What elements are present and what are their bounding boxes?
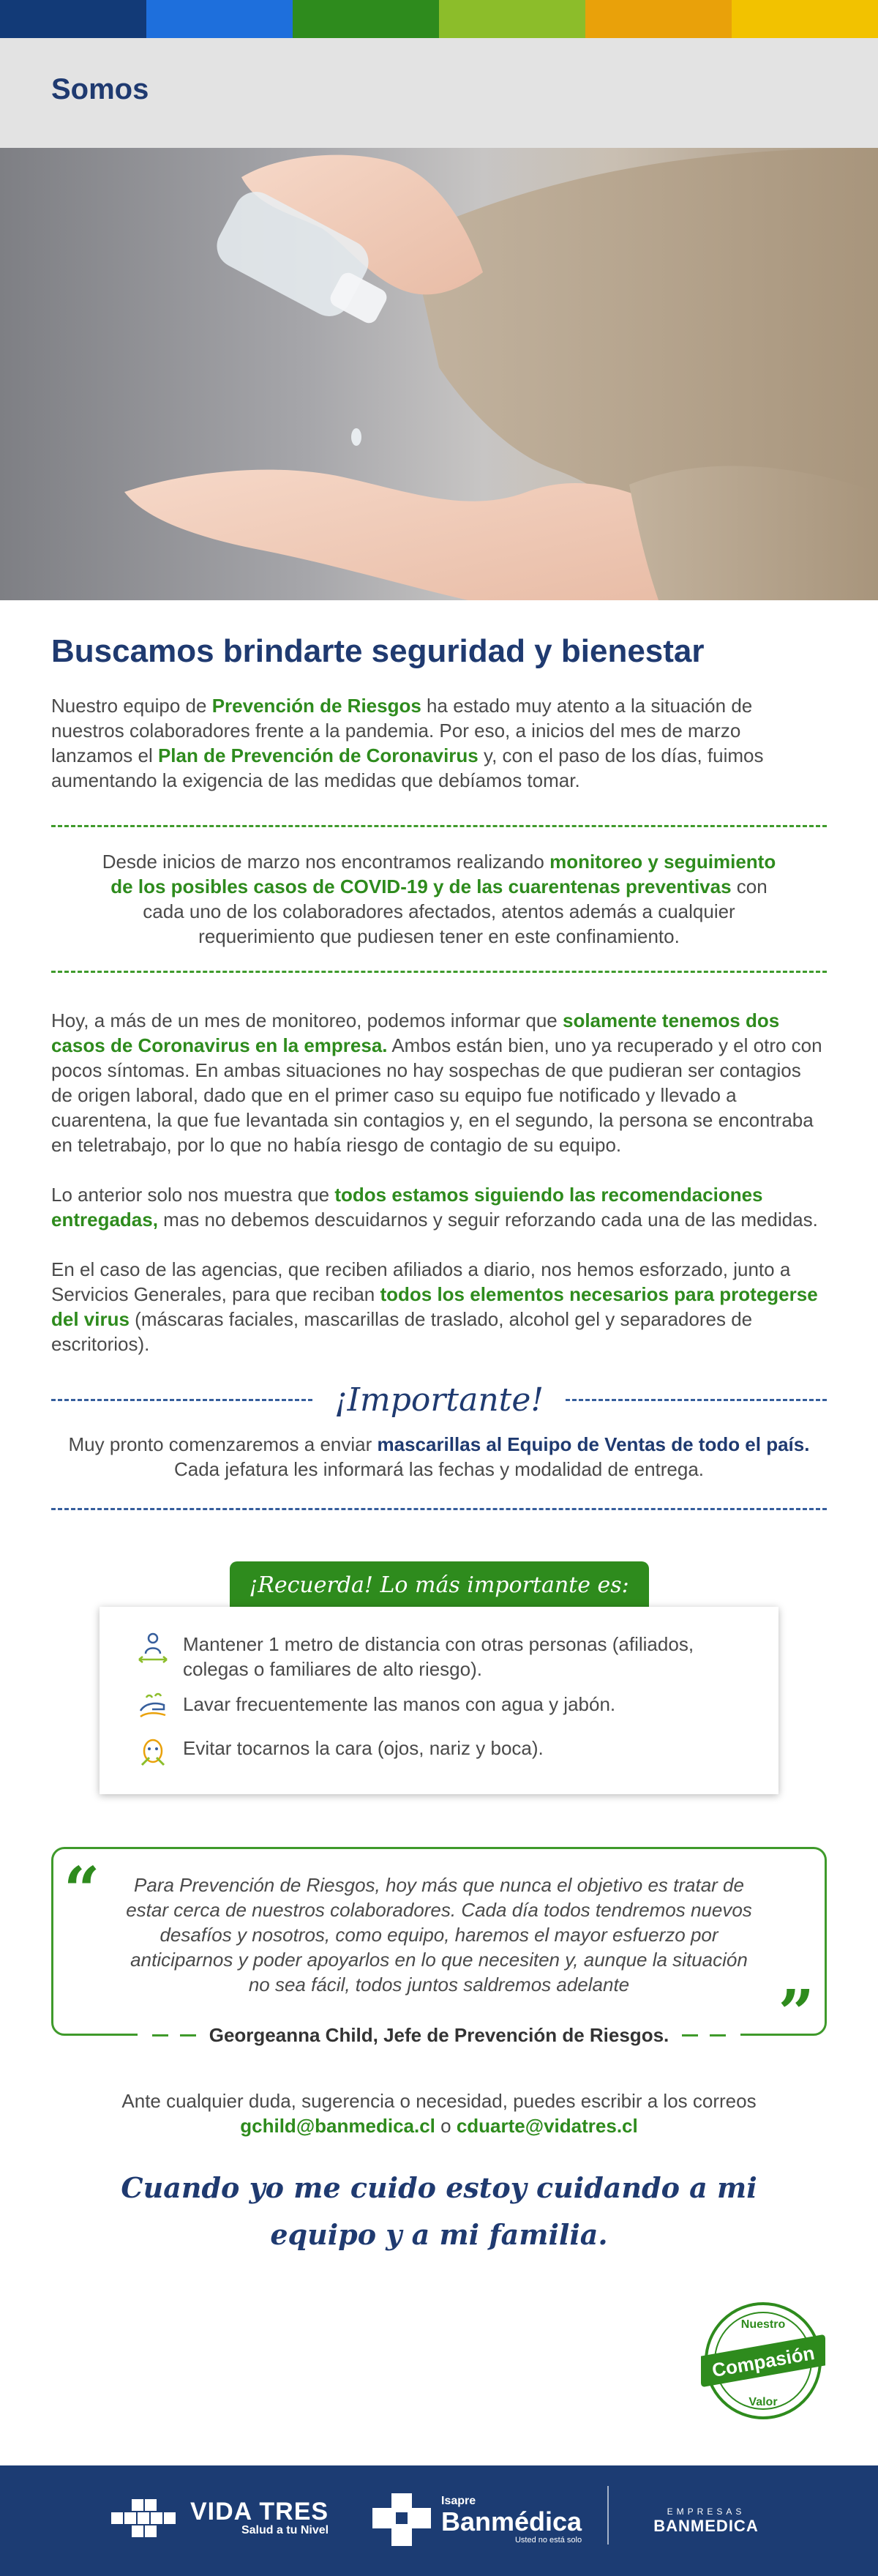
quote-author: Georgeanna Child, Jefe de Prevención de Riesgos. [209, 2023, 669, 2046]
seal-bottom-text: Valor [748, 2396, 778, 2408]
text-segment: Hoy, a más de un mes de monitoreo, podemos informar que [51, 1009, 563, 1031]
recuerda-item-text: Mantener 1 metro de distancia con otras personas (afiliados, colegas o familiares de alto riesgo). [183, 1632, 694, 1680]
cases-paragraph [51, 1008, 827, 1157]
blue-dashed-line [566, 1399, 827, 1401]
blue-dashed-divider [51, 1508, 827, 1510]
dash-decoration [180, 2034, 196, 2036]
text-segment: ha estado muy atento a la situación de nuestros colaboradores frente a la pandemia. Por eso, a inicios del mes de marzo lanzamos el [51, 694, 753, 766]
vidatres-wordmark [190, 2499, 329, 2537]
contact-paragraph [51, 2088, 827, 2138]
dash-decoration [710, 2034, 726, 2036]
text-segment: y, con el paso de los días, fuimos aumentando la exigencia de las medidas que debíamos tomar. [51, 744, 764, 791]
importante-text [51, 1419, 827, 1508]
highlight-text: todos estamos siguiendo las recomendaciones entregadas, [51, 1183, 763, 1231]
intro-headline: Buscamos brindarte seguridad y bienestar [51, 633, 705, 669]
banmedica-wordmark [441, 2495, 582, 2545]
highlight-text: mascarillas al Equipo de Ventas de todo el país. [377, 1433, 810, 1455]
distance-person-icon [136, 1632, 170, 1665]
list-item [136, 1692, 749, 1725]
stripe-segment [293, 0, 439, 38]
hand-sanitizer-illustration [0, 148, 878, 600]
vidatres-name: VIDA TRES [190, 2498, 329, 2525]
banmedica-cross-icon [369, 2490, 434, 2549]
seal-main-text: Compasión [710, 2341, 817, 2382]
close-quote-mark: ” [778, 1976, 814, 2050]
highlight-text: Prevención de Riesgos [211, 694, 421, 717]
text-segment: mas no debemos descuidarnos y seguir reforzando cada una de las medidas. [157, 1208, 818, 1231]
recuerda-item-text: Evitar tocarnos la cara (ojos, nariz y boca). [183, 1736, 544, 1759]
stripe-segment [146, 0, 293, 38]
list-item [136, 1736, 749, 1769]
email-link[interactable]: cduarte@vidatres.cl [456, 2114, 638, 2137]
slogan-line: Cuando yo me cuido estoy cuidando a mi [121, 2170, 757, 2204]
recuerda-box [100, 1607, 778, 1794]
banmedica-tagline: Usted no está solo [514, 2536, 582, 2545]
banmedica-name: Banmédica [441, 2506, 582, 2536]
recommendations-paragraph [51, 1182, 827, 1232]
stripe-segment [585, 0, 732, 38]
quote-box [51, 1847, 827, 2050]
text-segment: Desde inicios de marzo nos encontramos realizando [102, 850, 550, 873]
open-quote-mark: “ [64, 1853, 100, 1927]
slogan-line: equipo y a mi familia. [270, 2217, 608, 2251]
highlight-text: Plan de Prevención de Coronavirus [157, 744, 479, 766]
quote-text: Para Prevención de Riesgos, hoy más que nunca el objetivo es tratar de estar cerca de nuestros colaboradores. Cada día todos tendremos nuevos desafíos y nosotros, como equipo, haremos el mayor esfuerzo por anticiparnos y poder apoyarlos en lo que necesiten y, aunque la situación no sea fácil, todos juntos saldremos adelante [126, 1873, 752, 1996]
text-segment: o [435, 2114, 457, 2137]
stripe-segment [439, 0, 585, 38]
text-segment: Muy pronto comenzaremos a enviar [68, 1433, 378, 1455]
text-segment: Nuestro equipo de [51, 694, 212, 717]
text-segment: Ambos están bien, uno ya recuperado y el otro con pocos síntomas. En ambas situaciones no hay sospechas de que pudieran ser contagios de origen laboral, dado que en el primer caso su equipo fue notificado y llevado a cuarentena, la que fue levantada sin contagios y, en el segundo, la persona se encontraba en teletrabajo, por lo que no había riesgo de contagio de su equipo. [51, 1034, 822, 1156]
green-dashed-divider [51, 971, 827, 973]
recuerda-tab: ¡Recuerda! Lo más importante es: [230, 1561, 649, 1610]
highlight-text: todos los elementos necesarios para protegerse del virus [51, 1283, 818, 1330]
vidatres-logo [110, 2498, 329, 2539]
list-item [136, 1632, 749, 1681]
stripe-segment [732, 0, 878, 38]
banmedica-logo [369, 2490, 582, 2549]
slogan [51, 2165, 827, 2258]
importante-title: ¡Importante! [334, 1381, 544, 1419]
footer-logos-bar [0, 2465, 878, 2576]
stripe-segment [0, 0, 146, 38]
header-bar [0, 38, 878, 148]
isapre-label: Isapre [441, 2495, 476, 2507]
dash-decoration [152, 2034, 168, 2036]
footer-divider [607, 2486, 609, 2545]
monitoring-callout [51, 827, 827, 971]
recuerda-item-text: Lavar frecuentemente las manos con agua y jabón. [183, 1692, 616, 1715]
text-segment: Cada jefatura les informará las fechas y modalidad de entrega. [173, 1457, 705, 1480]
text-segment: Ante cualquier duda, sugerencia o necesidad, puedes escribir a los correos [121, 2089, 757, 2112]
face-touch-icon [136, 1736, 170, 1769]
top-color-stripe [0, 0, 878, 38]
quote-author-row [53, 2024, 825, 2047]
text-segment: Lo anterior solo nos muestra que [51, 1183, 335, 1206]
text-segment: con cada uno de los colaboradores afectados, atentos además a cualquier requerimiento que pudiesen tener en este confinamiento. [143, 875, 768, 947]
intro-paragraph [51, 693, 827, 793]
empresas-label: EMPRESAS [667, 2506, 746, 2517]
hero-hand-sanitizer-image [0, 148, 878, 600]
text-segment: En el caso de las agencias, que reciben afiliados a diario, nos hemos esforzado, junto a Servicios Generales, para que reciban [51, 1258, 791, 1305]
vidatres-tagline: Salud a tu Nivel [241, 2524, 329, 2536]
empresas-name: BANMEDICA [653, 2517, 759, 2535]
importante-heading-row [51, 1381, 827, 1419]
empresas-banmedica-logo [644, 2506, 768, 2536]
hand-washing-icon [136, 1692, 170, 1725]
highlight-text: solamente tenemos dos casos de Coronavirus en la empresa. [51, 1009, 780, 1056]
compasion-value-seal [701, 2299, 825, 2423]
quote-author-label [138, 2024, 741, 2047]
blue-dashed-line [51, 1399, 312, 1401]
agencies-paragraph [51, 1257, 827, 1356]
page-title: Somos [51, 73, 149, 105]
vidatres-grid-icon [110, 2498, 183, 2539]
text-segment: (máscaras faciales, mascarillas de traslado, alcohol gel y separadores de escritorios). [51, 1307, 753, 1355]
highlight-text: monitoreo y seguimiento de los posibles casos de COVID-19 y de las cuarentenas preventivas [110, 850, 776, 897]
dash-decoration [682, 2034, 698, 2036]
seal-top-text: Nuestro [740, 2318, 786, 2331]
email-link[interactable]: gchild@banmedica.cl [240, 2114, 435, 2137]
